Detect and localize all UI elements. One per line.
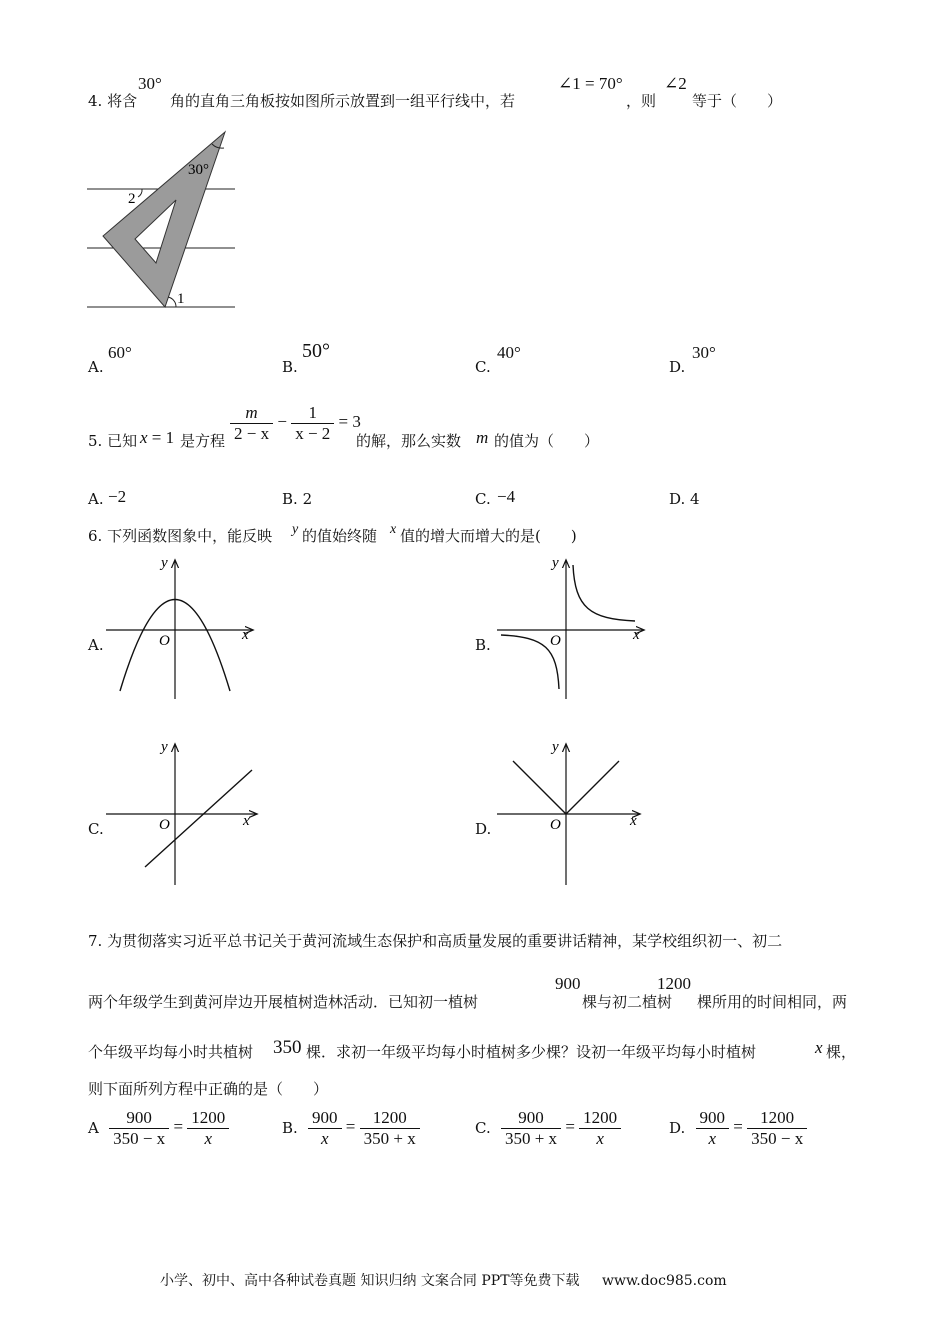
axis-y-label: y [552,739,559,755]
q7-line1: 7. 为贯彻落实习近平总书记关于黄河流域生态保护和高质量发展的重要讲话精神，某学校组织初一、初二 [88,932,783,950]
origin-label: O [550,633,561,649]
q6-option-d[interactable]: D. [475,820,492,838]
q5-equation: $\frac{m}{2 - x}$ − $\frac{1}{x - 2}$ = 3 [230,403,361,443]
q4-option-b[interactable]: B. [282,358,298,376]
q7-d-right-fraction: $\frac{1200}{350 - x}$ [747,1108,807,1148]
q6-graph-c[interactable] [104,737,264,889]
q7-n350: 350 [273,1037,302,1058]
q5-option-c[interactable]: C. [475,490,491,508]
axis-x-label: x [242,627,249,643]
q5-option-b[interactable]: B. 2 [282,490,313,508]
q4-text3: 等于（ ） [692,92,783,110]
q7-d-left-fraction: $\frac{900}{x}$ [696,1108,730,1148]
label-2: 2 [128,191,136,207]
q4-text2: ，则 [626,92,657,110]
q4-condition: ∠1 = 70° [558,74,623,93]
q6-graph-d[interactable] [495,737,650,889]
q5-option-d[interactable]: D. 4 [669,490,700,508]
q7-line3b: 棵．求初一年级平均每小时植树多少棵？设初一年级平均每小时植树 [306,1043,757,1061]
q6-var-x: x [390,522,397,537]
origin-label: O [159,633,170,649]
q4-option-c[interactable]: C. [475,358,491,376]
q6-graph-b[interactable] [495,553,650,703]
axis-y-label: y [552,555,559,571]
q4-angle2: ∠2 [664,74,687,93]
q7-var-x: x [815,1038,823,1057]
q6-graph-a[interactable] [104,553,259,703]
q7-option-b[interactable]: B. $\frac{900}{x}$ = $\frac{1200}{350 + x}$ [282,1108,420,1148]
q5-condition: x = 1 [140,428,175,447]
q7-n900: 900 [555,974,581,993]
axis-x-label: x [630,813,637,829]
axis-y-label: y [161,739,168,755]
axis-x-label: x [633,627,640,643]
q6-text1: 的值始终随 [302,527,378,545]
q7-a-left-fraction: $\frac{900}{350 - x}$ [109,1108,169,1148]
q7-option-a[interactable]: A $\frac{900}{350 - x}$ = $\frac{1200}{x}$ [88,1108,229,1148]
angle-1-arc [168,297,176,307]
q7-c-right-fraction: $\frac{1200}{x}$ [579,1108,621,1148]
q6-prefix: 6. 下列函数图象中，能反映 [88,527,273,545]
page-footer [160,1270,727,1290]
q4-option-a[interactable]: A. [88,358,104,376]
q4-angle30: 30° [138,74,162,93]
q7-c-left-fraction: $\frac{900}{350 + x}$ [501,1108,561,1148]
q5-var-m: m [476,428,489,447]
footer-text: 小学、初中、高中各种试卷真题 知识归纳 文案合同 PPT等免费下载 [160,1273,580,1289]
q6-option-b[interactable]: B. [475,636,491,654]
q4-option-a-value: 60° [108,343,132,362]
q5-prefix: 5. 已知 [88,432,138,450]
q4-option-b-value: 50° [302,340,330,362]
q7-line4: 则下面所列方程中正确的是（ ） [88,1080,329,1098]
hyperbola-branch-right [573,565,635,621]
q4-prefix: 4. 将含 [88,92,138,110]
q7-line3c: 棵， [826,1043,857,1061]
q5-option-c-value: −4 [497,487,516,506]
set-square [103,132,225,307]
label-1: 1 [177,291,185,307]
q4-option-d-value: 30° [692,343,716,362]
axis-x-label: x [243,813,250,829]
q4-triangle-figure [80,125,250,320]
q6-option-a[interactable]: A. [88,636,104,654]
q7-option-c[interactable]: C. $\frac{900}{350 + x}$ = $\frac{1200}{x}$ [475,1108,621,1148]
q7-b-left-fraction: $\frac{900}{x}$ [308,1108,342,1148]
q7-option-d[interactable]: D. $\frac{900}{x}$ = $\frac{1200}{350 - x}$ [669,1108,807,1148]
origin-label: O [550,817,561,833]
q7-line2c: 棵所用的时间相同，两 [697,993,848,1011]
q5-text1: 是方程 [180,432,226,450]
origin-label: O [159,817,170,833]
q5-fraction-1: $\frac{m}{2 - x}$ [230,403,273,443]
q4-text1: 角的直角三角板按如图所示放置到一组平行线中，若 [170,92,516,110]
q7-line2a: 两个年级学生到黄河岸边开展植树造林活动．已知初一植树 [88,993,479,1011]
q4-option-c-value: 40° [497,343,521,362]
q6-text2: 值的增大而增大的是( ) [400,527,577,545]
q7-b-right-fraction: $\frac{1200}{350 + x}$ [360,1108,420,1148]
axis-y-label: y [161,555,168,571]
q4-option-d[interactable]: D. [669,358,686,376]
q5-text3: 的值为（ ） [494,432,600,450]
q5-option-a[interactable]: A. [88,490,104,508]
q7-line2b: 棵与初二植树 [582,993,673,1011]
angle-2-arc [138,189,142,197]
q7-a-right-fraction: $\frac{1200}{x}$ [187,1108,229,1148]
q6-var-y: y [292,522,299,537]
label-30: 30° [188,162,209,178]
q5-text2: 的解，那么实数 [356,432,462,450]
q5-option-a-value: −2 [108,487,127,506]
q7-n1200: 1200 [657,974,691,993]
q5-fraction-2: $\frac{1}{x - 2}$ [291,403,334,443]
q6-option-c[interactable]: C. [88,820,104,838]
q7-line3a: 个年级平均每小时共植树 [88,1043,254,1061]
footer-site-link[interactable]: www.doc985.com [601,1273,727,1289]
